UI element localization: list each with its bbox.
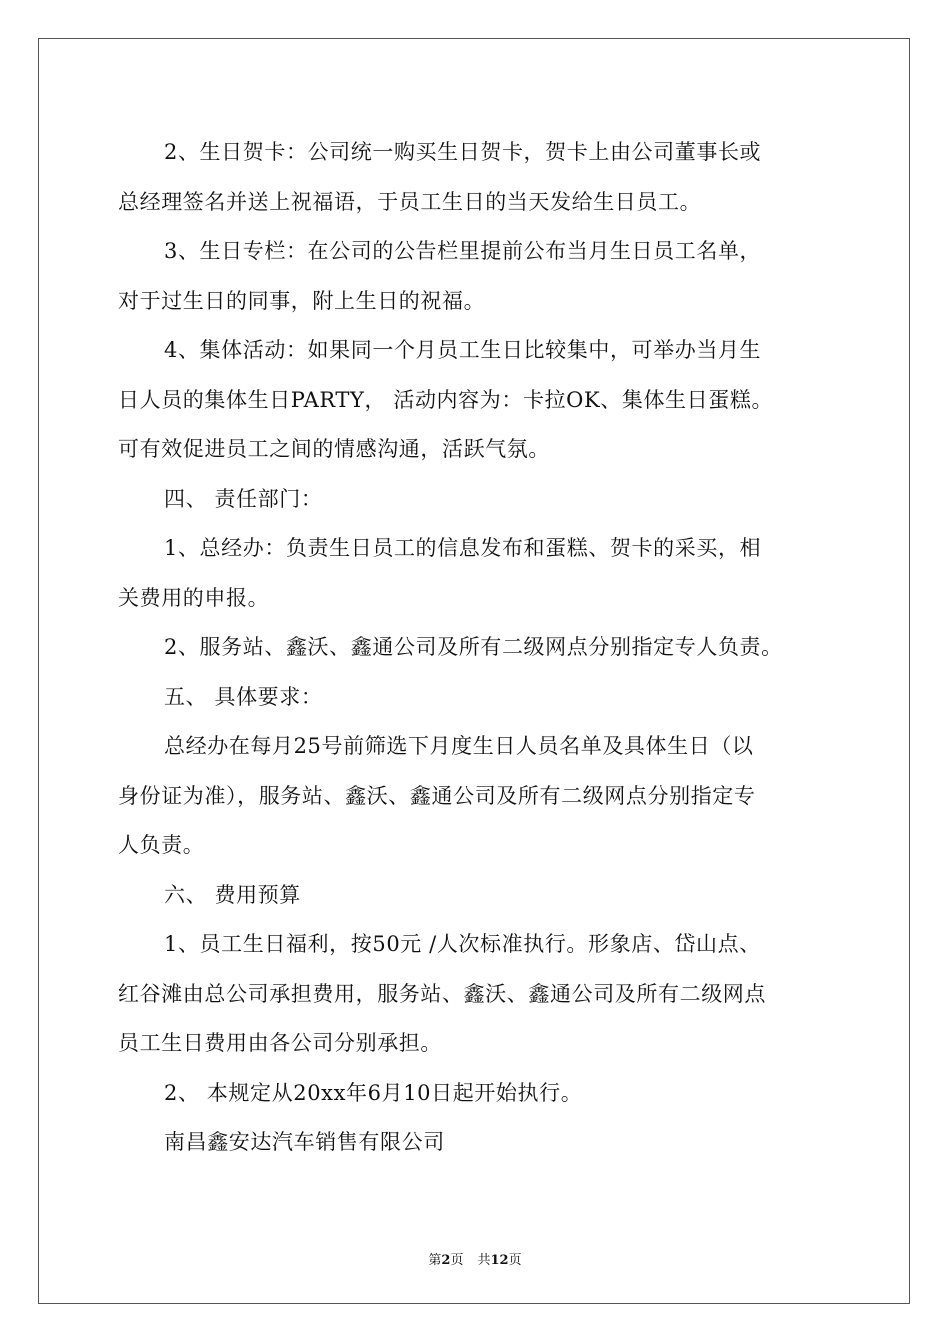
paragraph-line: 红谷滩由总公司承担费用，服务站、鑫沃、鑫通公司及所有二级网点	[118, 981, 766, 1006]
section-heading: 四、 责任部门：	[164, 486, 323, 511]
paragraph-line: 日人员的集体生日PARTY， 活动内容为：卡拉OK、集体生日蛋糕。	[118, 387, 774, 412]
company-signature: 南昌鑫安达汽车销售有限公司	[164, 1130, 445, 1154]
paragraph-line: 总经理签名并送上祝福语，于员工生日的当天发给生日员工。	[118, 189, 702, 214]
paragraph-line: 2、 本规定从20xx年6月10日起开始执行。	[164, 1080, 583, 1105]
paragraph-line: 2、生日贺卡：公司统一购买生日贺卡，贺卡上由公司董事长或	[164, 140, 762, 164]
total-prefix: 共	[477, 1253, 491, 1268]
paragraph-line: 2、服务站、鑫沃、鑫通公司及所有二级网点分别指定专人负责。	[164, 635, 783, 659]
paragraph-line: 身份证为准），服务站、鑫沃、鑫通公司及所有二级网点分别指定专	[118, 783, 756, 808]
paragraph-line: 可有效促进员工之间的情感沟通，活跃气氛。	[118, 437, 550, 461]
paragraph-line: 1、员工生日福利，按50元 /人次标准执行。形象店、岱山点、	[164, 932, 761, 956]
paragraph-line: 关费用的申报。	[118, 585, 270, 610]
paragraph-line: 对于过生日的同事，附上生日的祝福。	[118, 288, 486, 313]
paragraph-line: 人负责。	[118, 833, 205, 857]
page-footer	[0, 1249, 950, 1268]
section-heading: 六、 费用预算	[164, 882, 301, 907]
current-page-number: 2	[441, 1253, 451, 1268]
paragraph-line: 1、总经办：负责生日员工的信息发布和蛋糕、贺卡的采买，相	[164, 536, 762, 560]
total-page-number: 12	[490, 1253, 509, 1268]
paragraph-line: 4、集体活动：如果同一个月员工生日比较集中，可举办当月生	[164, 338, 762, 362]
total-unit: 页	[508, 1253, 522, 1268]
document-body	[118, 128, 834, 1168]
page-unit: 页	[450, 1253, 464, 1268]
paragraph-line: 3、生日专栏：在公司的公告栏里提前公布当月生日员工名单，	[164, 239, 762, 263]
paragraph-line: 总经办在每月25号前筛选下月度生日人员名单及具体生日（以	[164, 734, 754, 758]
section-heading: 五、 具体要求：	[164, 684, 323, 709]
paragraph-line: 员工生日费用由各公司分别承担。	[118, 1031, 442, 1055]
page-prefix: 第	[428, 1253, 442, 1268]
